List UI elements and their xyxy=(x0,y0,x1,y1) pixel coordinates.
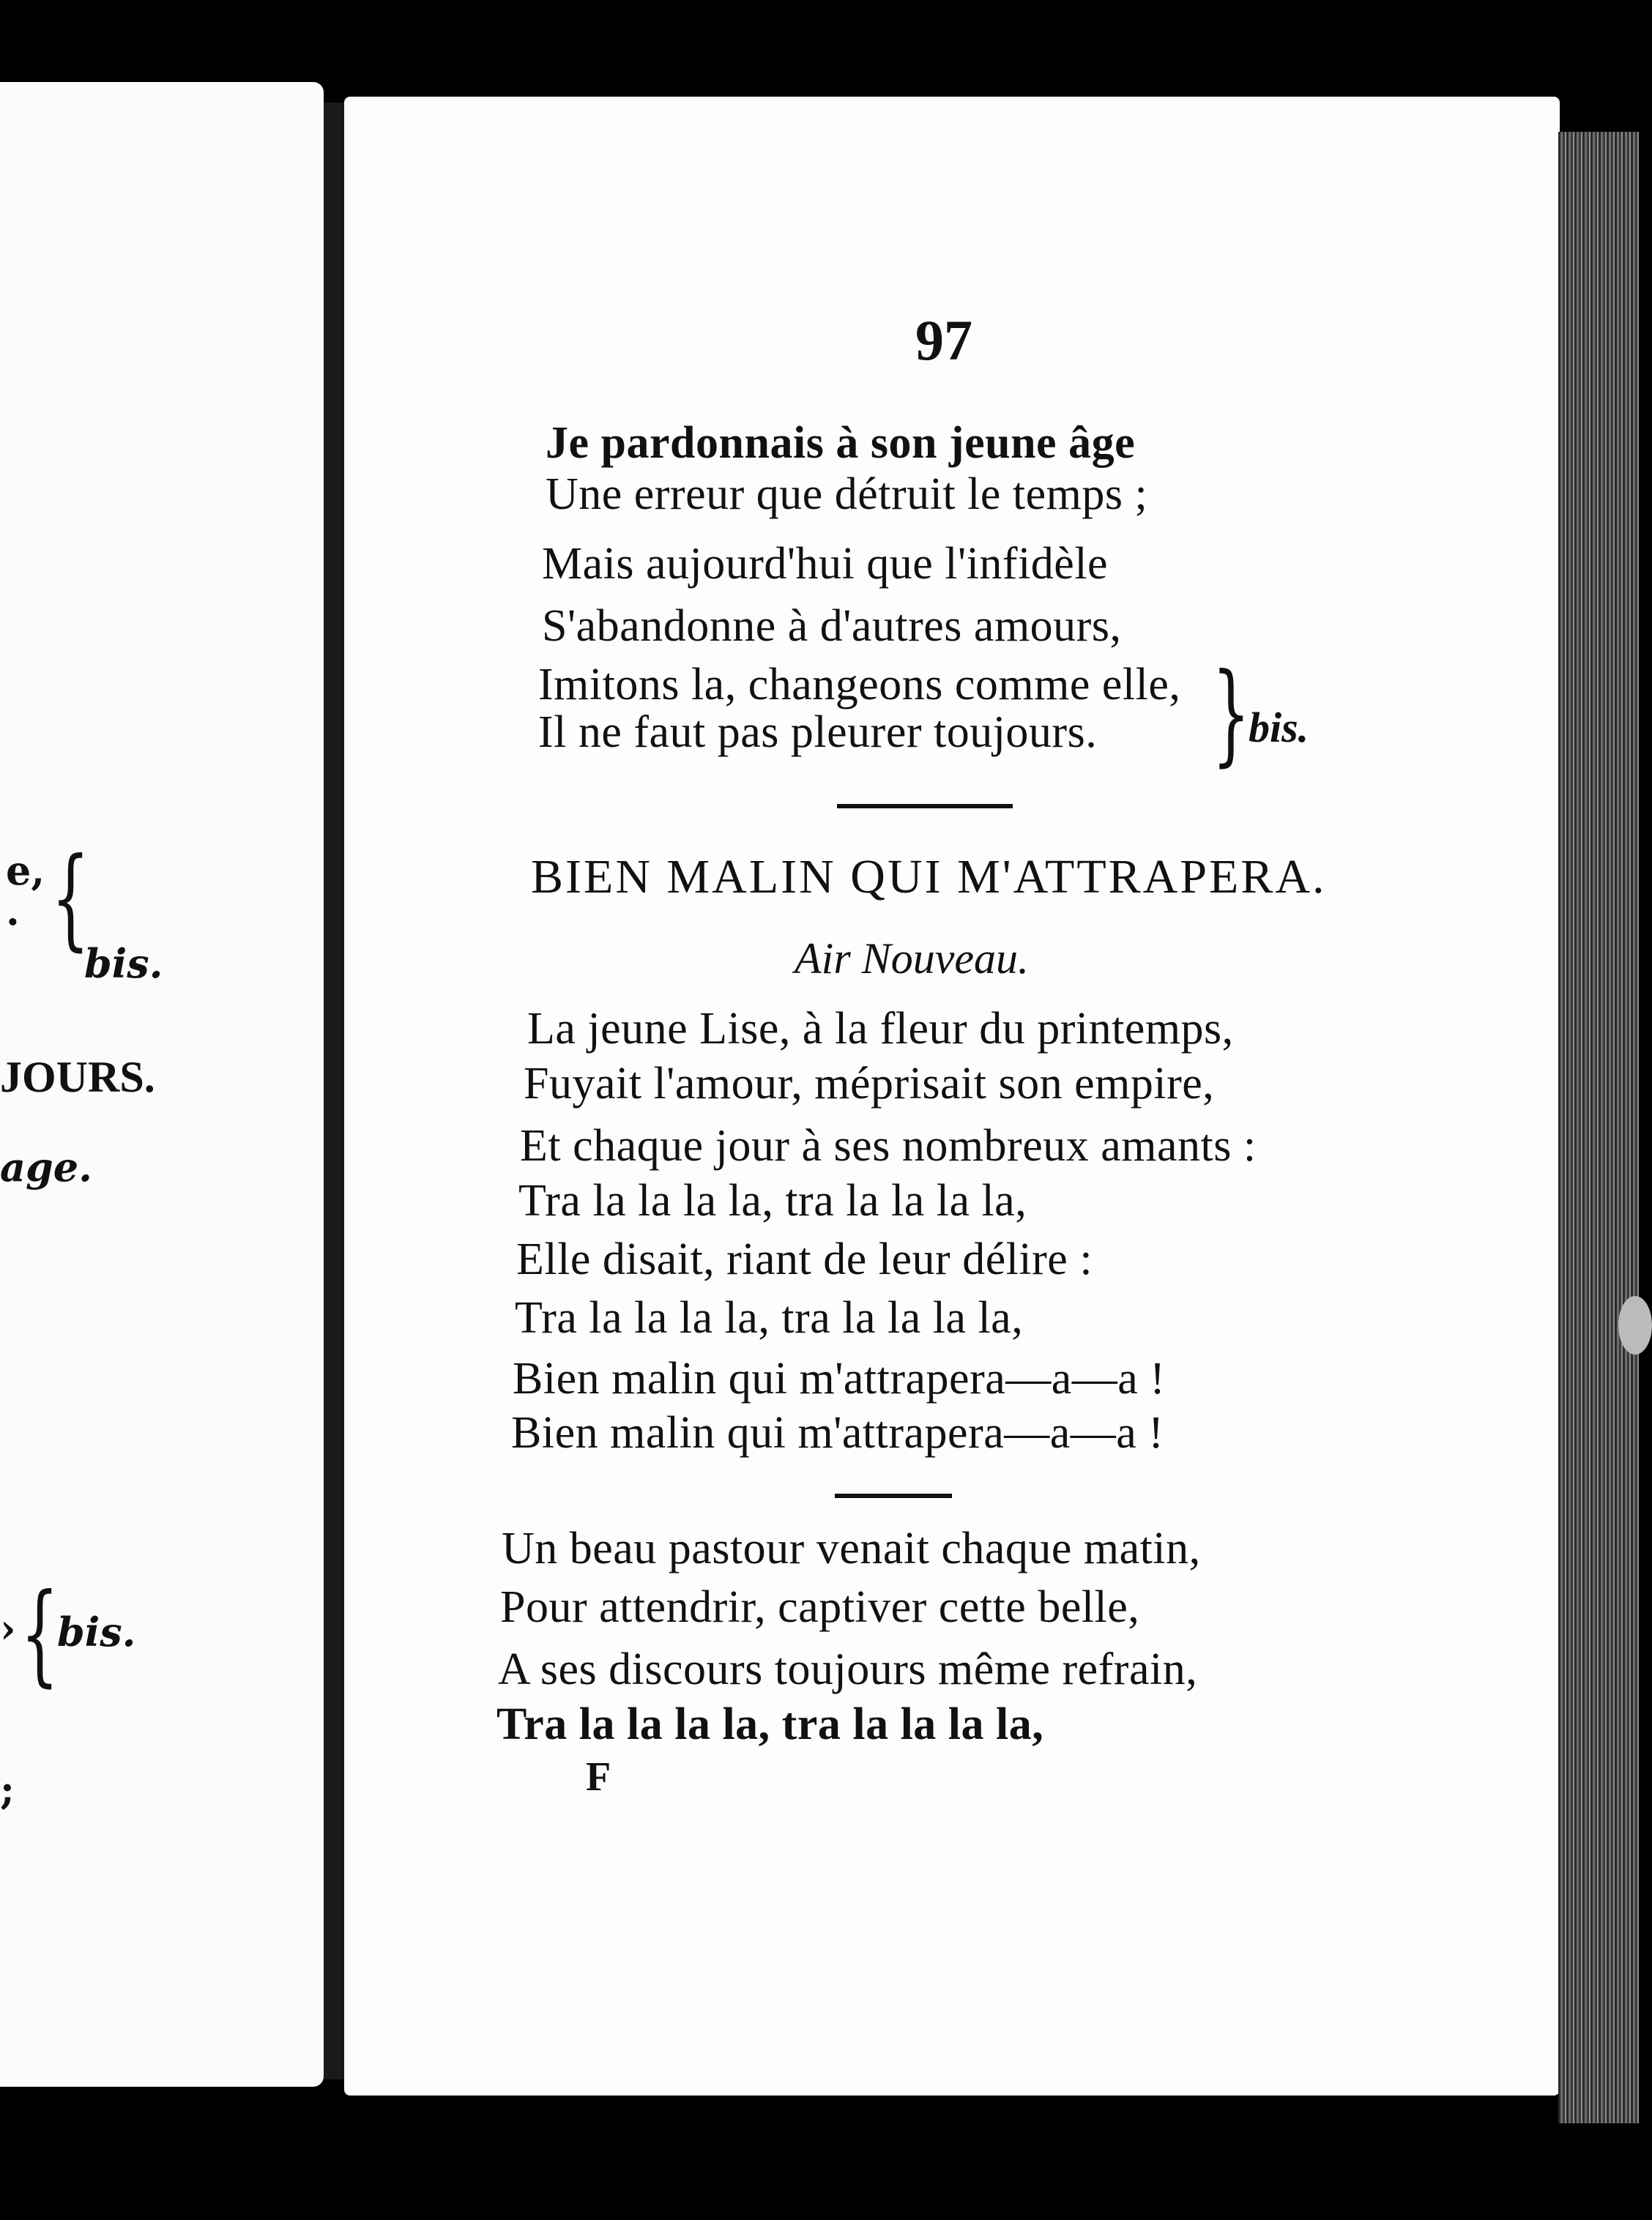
verse-line: Il ne faut pas pleurer toujours. xyxy=(538,707,1098,757)
verse-line: Et chaque jour à ses nombreux amants : xyxy=(520,1121,1257,1171)
verse-line: Tra la la la la, tra la la la la, xyxy=(518,1176,1027,1226)
page-number: 97 xyxy=(915,308,972,372)
left-fragment: . xyxy=(6,887,20,934)
left-fragment: ; xyxy=(0,1766,15,1813)
left-fragment: › xyxy=(0,1605,16,1652)
book-binding xyxy=(324,103,344,2079)
verse-line: Fuyait l'amour, méprisait son empire, xyxy=(524,1059,1215,1109)
verse-line: Je pardonnais à son jeune âge xyxy=(546,418,1136,468)
section-divider xyxy=(835,1494,952,1498)
left-heading-fragment: JOURS. xyxy=(0,1053,155,1101)
brace-icon: { xyxy=(51,835,90,962)
left-bis-label: bis. xyxy=(84,940,163,987)
verse-line: Imitons la, changeons comme elle, xyxy=(538,660,1181,709)
left-bis-label: bis. xyxy=(57,1609,136,1655)
verse-line: Tra la la la la, tra la la la la, xyxy=(515,1293,1024,1343)
paper-blot xyxy=(1618,1296,1652,1355)
verse-line: La jeune Lise, à la fleur du printemps, xyxy=(527,1004,1234,1054)
repeat-bis-label: bis. xyxy=(1249,704,1309,751)
page-edge xyxy=(1558,132,1639,2123)
left-air-fragment: age. xyxy=(0,1144,92,1191)
brace-icon: } xyxy=(1212,650,1251,778)
verse-line: S'abandonne à d'autres amours, xyxy=(542,601,1122,651)
air-label: Air Nouveau. xyxy=(795,934,1029,983)
song-title: BIEN MALIN QUI M'ATTRAPERA. xyxy=(531,850,1327,904)
verse-line: Bien malin qui m'attrapera—a—a ! xyxy=(513,1354,1166,1404)
left-page xyxy=(0,82,324,2087)
verse-line: Tra la la la la, tra la la la la, xyxy=(496,1699,1044,1749)
left-fragment: e, xyxy=(6,847,45,894)
verse-line: Mais aujourd'hui que l'infidèle xyxy=(542,539,1109,589)
verse-line: A ses discours toujours même refrain, xyxy=(498,1644,1198,1694)
section-divider xyxy=(837,804,1013,808)
verse-line: Une erreur que détruit le temps ; xyxy=(546,469,1148,519)
verse-line: Bien malin qui m'attrapera—a—a ! xyxy=(511,1408,1164,1458)
verse-line: Pour attendrir, captiver cette belle, xyxy=(500,1582,1140,1632)
printer-signature: F xyxy=(586,1754,611,1800)
brace-icon: { xyxy=(21,1571,59,1698)
verse-line: Un beau pastour venait chaque matin, xyxy=(502,1524,1201,1573)
verse-line: Elle disait, riant de leur délire : xyxy=(516,1234,1093,1284)
